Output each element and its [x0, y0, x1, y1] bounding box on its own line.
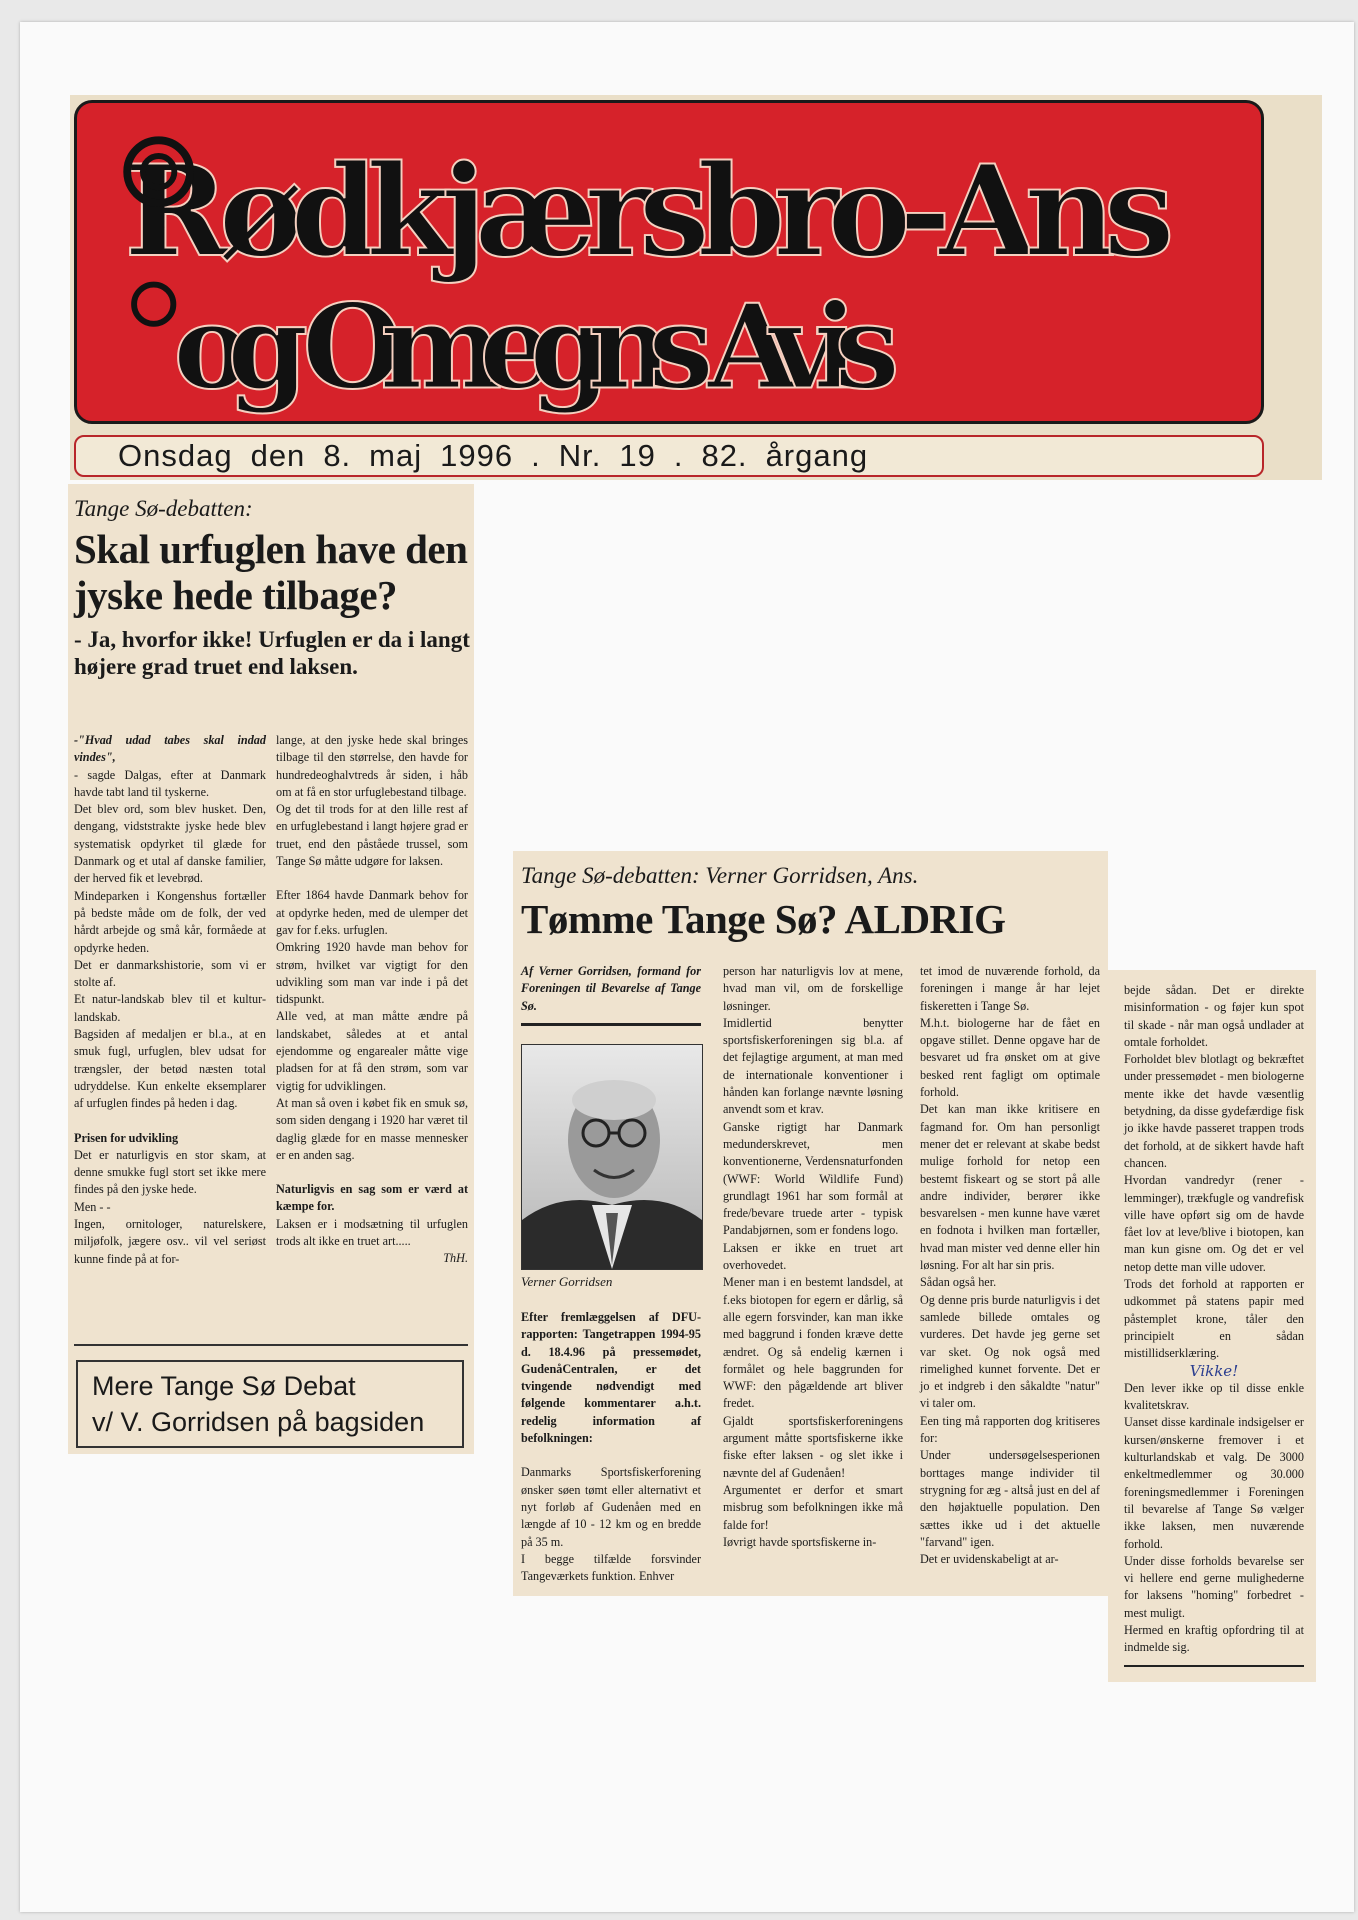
article2-column-2: [723, 963, 903, 1551]
article2-paragraph: Det er uvidenskabeligt at ar-: [920, 1552, 1059, 1567]
article2-paragraph: tet imod de nuværende forhold, da foreningen i mange år har lejet fiskeretten i Tange Sø.: [920, 964, 1100, 1013]
article2-column-1: [521, 1309, 701, 1585]
article2-paragraph: I begge tilfælde forsvinder Tangeværkets funktion. Enhver: [521, 1551, 701, 1584]
article1-paragraph: [74, 1113, 266, 1130]
article2-paragraph: Den lever ikke op til disse enkle kvalitetskrav.: [1124, 1380, 1304, 1413]
handwritten-note: Vikke!: [1189, 1361, 1239, 1380]
photo-caption: Verner Gorridsen: [521, 1274, 613, 1289]
article2-paragraph: Argumentet er derfor et smart misbrug som befolkningen ikke må falde for!: [723, 1482, 903, 1532]
article1-paragraph: Og det til trods for at den lille rest af en urfuglebestand i langt højere grad er truet, end den påståede trussel, som Tange Sø måtte udgøre for laksen.: [276, 802, 468, 869]
dateline-part: årgang: [765, 438, 869, 473]
dateline-part: 19: [619, 438, 656, 473]
article1-kicker: Tange Sø-debatten:: [74, 496, 253, 521]
article2-paragraph: Forholdet blev blotlagt og bekræftet under pressemødet - men biologerne mente ikke det havde væsentlig betydning, da disse gydefærdige fisk jo ikke havde passeret trappen trods det forhold, at de sikkert havde haft chancen.: [1124, 1052, 1304, 1170]
article2-column-3: [920, 963, 1100, 1568]
article1-paragraph: -"Hvad udad tabes skal indad vindes",: [74, 733, 266, 765]
article2-paragraph: M.h.t. biologerne har de fået en opgave stillet. Denne opgave har de besvaret ud fra ønsket om at give besked rent fagligt om optimale forhold.: [920, 1015, 1100, 1100]
article2-paragraph: Mener man i en bestemt landsdel, at f.eks biotopen for egern er dårlig, så alle egern forsvinder, kan man ikke med baggrund i fonden kræve dette ændret. Og så endelig kærnen i formålet og hele baggrunden for WWF: den pågældende art bliver fredet.: [723, 1275, 903, 1411]
article2-paragraph: [521, 1447, 701, 1464]
article2-paragraph: Det kan man ikke kritisere en fagmand for. Om han personligt mener det er relevant at skabe bedst mulige forhold for netop een bestemt fiskeart og se stort på alle andre individer, berører ikke besvarelsen - men kunne have været en fodnota i hvilken man fortæller, hvad man mister ved denne eller hin løsning. For alt har sin pris.: [920, 1102, 1100, 1273]
article1-divider: [74, 1344, 468, 1346]
article1-paragraph: Men - -: [74, 1199, 111, 1214]
subheading: Efter fremlæggelsen af DFU-rapporten: Tangetrappen 1994-95 d. 18.4.96 på pressemødet, GudenåCentralen, er det tvingende nødvendigt med følgende kommentarer a.h.t. redelig information af befolkningen:: [521, 1310, 701, 1446]
article2-paragraph: person har naturligvis lov at mene, hvad man vil, om de forskellige løsninger.: [723, 964, 903, 1013]
article1-paragraph: Ingen, ornitologer, naturelskere, miljøfolk, jægere osv.. vil vel seriøst kunne finde på at for-: [74, 1217, 266, 1266]
more-debate-box: [76, 1360, 464, 1448]
article1-paragraph: Det blev ord, som blev husket. Den, dengang, vidststrakte jyske hede blev systematisk opdyrket til glæde for Danmark og et utal af danske familier, der herved fik et levebrød.: [74, 802, 266, 886]
article2-paragraph: Sådan også her.: [920, 1275, 997, 1290]
article2-paragraph: Danmarks Sportsfiskerforening ønsker søen tømt eller alternativt et nyt forløb af Gudenåen med en længde af 10 - 12 km og en bredde på 35 m.: [521, 1465, 701, 1549]
article1-headline: Skal urfuglen have den jyske hede tilbage?: [74, 526, 468, 618]
article2-kicker: Tange Sø-debatten: Verner Gorridsen, Ans.: [521, 863, 919, 888]
article2-paragraph: Under disse forholds bevarelse ser vi hellere end gerne mulighederne for laksens "homing" forbedret - mest muligt.: [1124, 1553, 1304, 1620]
subheading: Naturligvis en sag som er værd at kæmpe for.: [276, 1182, 468, 1214]
article2-paragraph: Under undersøgelsesperionen borttages mange individer til strygning for æg - altså just en del af den højaktuelle population. Den sættes ikke ud i det aktuelle "farvand" igen.: [920, 1448, 1100, 1549]
article2-paragraph: Een ting må rapporten dog kritiseres for:: [920, 1413, 1100, 1446]
dateline-part: maj: [369, 438, 423, 473]
article2-paragraph: Uanset disse kardinale indsigelser er kursen/ønskerne fremover i et kulturlandskab et valg. De 3000 enkeltmedlemmer og 30.000 foreningsmedlemmer i Foreningen til bevarelse af Tange Sø vælger ikke laksen, men nuværende forhold.: [1124, 1415, 1304, 1551]
more-debate-line1: Mere Tange Sø Debat: [92, 1371, 356, 1401]
article1-paragraph: Bagsiden af medaljen er bl.a., at en smuk fugl, urfuglen, blev udsat for trængsler, der betød næsten total udryddelse. Kun enkelte eksemplarer af urfuglen findes på heden i dag.: [74, 1027, 266, 1111]
article2-paragraph: Hermed en kraftig opfordring til at indmelde sig.: [1124, 1622, 1304, 1655]
dateline: [74, 435, 1264, 477]
article1-paragraph: Et natur-landskab blev til et kultur-landskab.: [74, 992, 266, 1024]
article1-paragraph: [276, 1164, 468, 1181]
logo-line2: og Omegns Avis: [173, 279, 900, 416]
dateline-part: .: [673, 438, 684, 473]
article2-paragraph: Imidlertid benytter sportsfiskerforeningen sig bl.a. af det fejlagtige argument, at man med de internationale konventioner i hånden kan forlange nævnte løsning anvendt som et krav.: [723, 1015, 903, 1117]
article-urfuglen: [68, 484, 474, 1454]
article1-paragraph: Laksen er i modsætning til urfuglen trods alt ikke en truet art.....: [276, 1216, 468, 1249]
article1-paragraph: Efter 1864 havde Danmark behov for at opdyrke heden, med de ulemper det gav for f.eks. urfuglen.: [276, 888, 468, 937]
article1-column-2: [276, 732, 468, 1268]
dateline-part: 8.: [323, 438, 352, 473]
article2-paragraph: bejde sådan. Det er direkte misinformation - og føjer kun spot til skade - når man også undlader at omtale forholdet.: [1124, 983, 1304, 1049]
article2-end-rule: [1124, 1665, 1304, 1667]
article2-headline: Tømme Tange Sø? ALDRIG: [521, 896, 1006, 942]
logo-line1: Rødkjærsbro-Ans: [124, 137, 1175, 286]
article2-column-4: [1124, 982, 1304, 1667]
dateline-part: 82.: [701, 438, 748, 473]
article1-paragraph: Det er naturligvis en stor skam, at denne smukke fugl stort set ikke mere findes på den jyske hede.: [74, 1147, 266, 1197]
article1-body: [74, 732, 468, 1268]
article2-paragraph: Og denne pris burde naturligvis i det samlede billede omtales og vurderes. Det havde jeg gerne set var sket. Og nok også med rimelighed kunnet forvente. Det er jo et indgreb i den såkaldte "natur" vi taler om.: [920, 1292, 1100, 1411]
dateline-part: .: [531, 438, 541, 473]
article1-paragraph: - sagde Dalgas, efter at Danmark havde tabt land til tyskerne.: [74, 767, 266, 799]
article-tange-so: [513, 851, 1108, 1596]
newspaper-logo: [77, 103, 1261, 421]
author-photo: [521, 1044, 703, 1270]
dateline-part: Onsdag: [118, 438, 233, 473]
masthead-banner: [74, 100, 1264, 424]
dateline-part: 1996: [440, 438, 514, 473]
article1-paragraph: Mindeparken i Kongenshus fortæller på bedste måde om de folk, der ved hårdt arbejde og små kår, formåede at opdyrke heden.: [74, 888, 266, 955]
article2-continuation: [1108, 970, 1316, 1682]
byline-rule: [521, 1023, 701, 1026]
article1-paragraph: Omkring 1920 havde man behov for strøm, hvilket var vigtigt for den udvikling som man var inde i på det tidspunkt.: [276, 940, 468, 1007]
article2-byline-block: [521, 963, 701, 1026]
dateline-part: den: [250, 438, 306, 473]
article1-column-1: [74, 732, 266, 1268]
article2-paragraph: Iøvrigt havde sportsfiskerne in-: [723, 1534, 877, 1549]
masthead-clipping: [70, 95, 1322, 480]
article1-paragraph: [276, 870, 468, 887]
article1-subheadline: - Ja, hvorfor ikke! Urfuglen er da i langt højere grad truet end laksen.: [74, 627, 470, 679]
dateline-part: Nr.: [558, 438, 602, 473]
more-debate-line2: v/ V. Gorridsen på bagsiden: [92, 1407, 425, 1437]
article2-paragraph: Laksen er ikke en truet art overhovedet.: [723, 1240, 903, 1273]
article2-byline: Af Verner Gorridsen, formand for Foreningen til Bevarelse af Tange Sø.: [521, 964, 701, 1013]
article1-paragraph: Det er danmarkshistorie, som vi er stolte af.: [74, 957, 266, 990]
article1-paragraph: At man så oven i købet fik en smuk sø, som siden dengang i 1920 har været til daglig glæde for en masse mennesker er en anden sag.: [276, 1095, 468, 1162]
article2-paragraph: Gjaldt sportsfiskerforeningens argument måtte sportsfiskerne ikke fiske efter laksen - og slet ikke i nævnte del af Gudenåen!: [723, 1413, 903, 1480]
article1-paragraph: lange, at den jyske hede skal bringes tilbage til den størrelse, den havde for hundredeoghalvtreds år siden, i håb om at få en stor urfuglebestand tilbage.: [276, 733, 468, 799]
subheading: Prisen for udvikling: [74, 1130, 179, 1145]
article1-paragraph: ThH.: [443, 1251, 468, 1266]
article2-paragraph: Ganske rigtigt har Danmark medunderskrevet, men konventionerne, Verdensnaturfonden (WWF: World Wildlife Fund) grundlagt 1961 har som formål at frede/bevare truede arter - typisk Pandabjørnen, som er fondens logo.: [723, 1119, 903, 1238]
article2-paragraph: Trods det forhold at rapporten er udkommet på statens papir med påstemplet krone, tåler den principielt en sådan mistillidserklæring.: [1124, 1277, 1304, 1361]
article2-paragraph: Hvordan vandredyr (rener - lemminger), trækfugle og vandrefisk ville have opført sig om de havde fået lov at leve/blive i biotopen, kan man kun gisne om. Og det er vel netop dette man ville udover.: [1124, 1173, 1304, 1274]
article1-paragraph: Alle ved, at man måtte ændre på landskabet, således at et antal ejendomme og engarealer måtte vige pladsen for at få den strøm, som var vigtig for udviklingen.: [276, 1009, 468, 1093]
